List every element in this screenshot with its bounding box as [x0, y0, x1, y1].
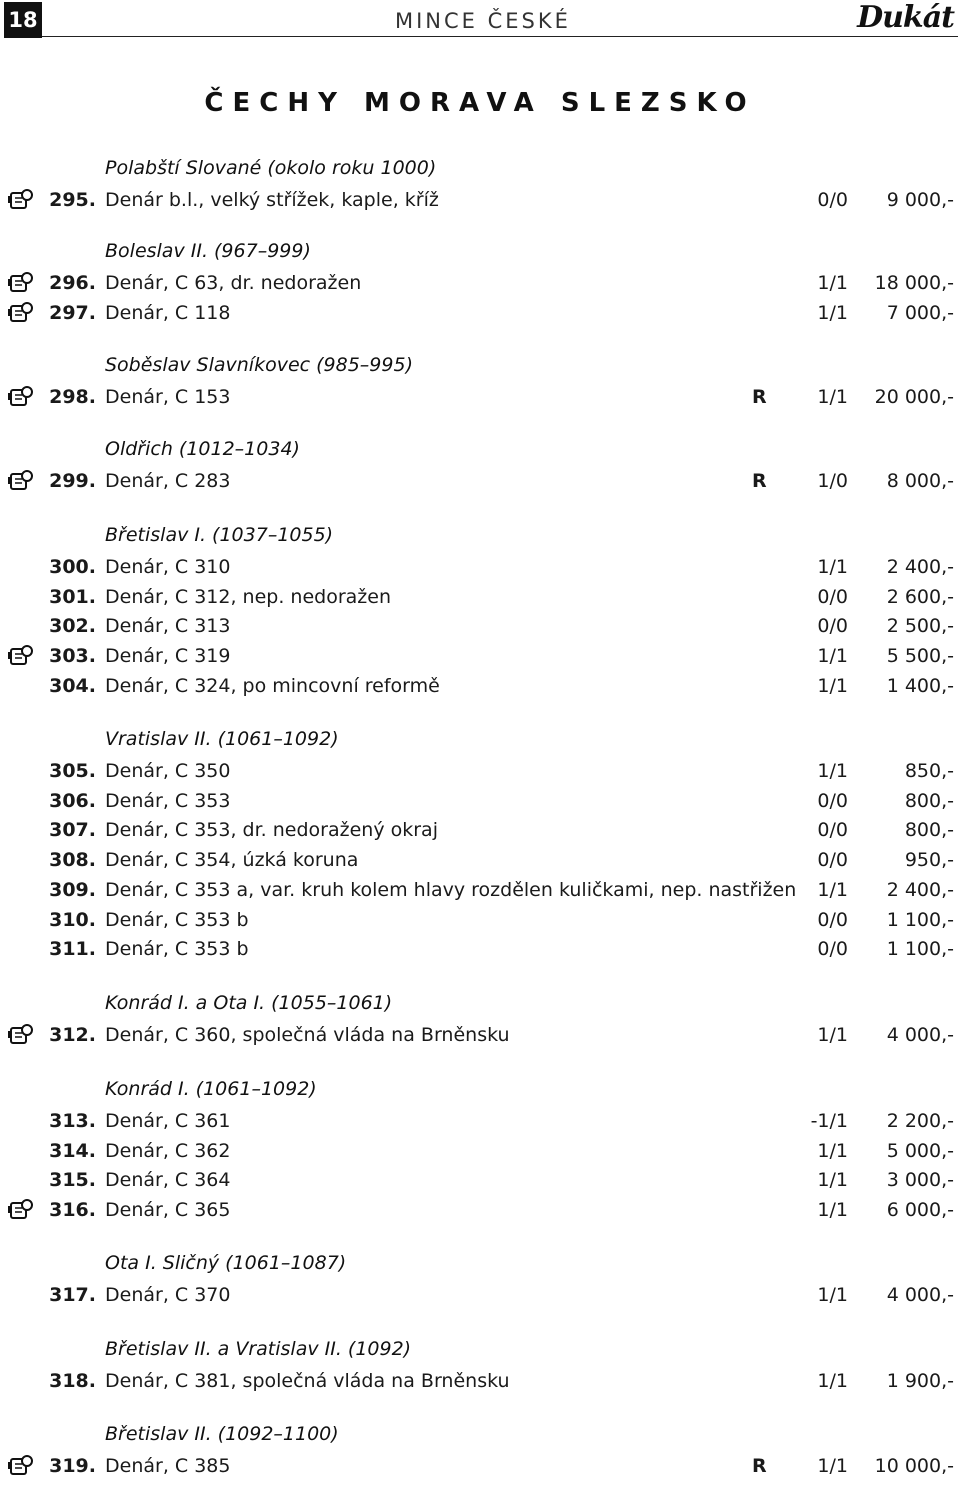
catalog-item-row — [0, 1367, 960, 1395]
hand-with-coin-icon — [8, 1198, 34, 1222]
item-number: 309. — [49, 878, 96, 901]
item-description: Denár, C 362 — [105, 1139, 231, 1162]
item-number: 298. — [49, 386, 96, 408]
grade-value: 0/0 — [817, 938, 848, 961]
item-number: 305. — [49, 760, 96, 782]
item-number: 304. — [49, 674, 96, 697]
grade-value: 1/1 — [817, 1024, 848, 1046]
grade-value: 1/1 — [817, 760, 848, 782]
item-number: 313. — [49, 1110, 96, 1132]
item-description: Denár, C 381, společná vláda na Brněnsku — [105, 1370, 510, 1392]
price-value: 4 000,- — [886, 1284, 954, 1306]
section-title: Břetislav II. (1092–1100) — [105, 1423, 339, 1445]
item-description: Denár, C 350 — [105, 760, 231, 782]
catalog-item-row — [0, 846, 960, 874]
hand-with-coin-icon — [8, 188, 34, 212]
hand-with-coin-icon — [8, 469, 34, 493]
price-value: 2 400,- — [886, 556, 954, 578]
item-number: 307. — [49, 819, 96, 842]
catalog-item-row — [0, 186, 960, 214]
item-description: Denár, C 361 — [105, 1110, 231, 1132]
item-description: Denár b.l., velký střížek, kaple, kříž — [105, 189, 439, 211]
grade-value: 1/1 — [817, 1169, 848, 1192]
item-number: 316. — [49, 1199, 96, 1222]
item-description: Denár, C 118 — [105, 301, 231, 324]
price-value: 950,- — [904, 849, 954, 872]
price-value: 1 100,- — [886, 908, 954, 931]
item-description: Denár, C 310 — [105, 556, 231, 578]
item-description: Denár, C 364 — [105, 1169, 231, 1192]
brand-logo: Dukát — [857, 0, 954, 35]
item-description: Denár, C 365 — [105, 1199, 231, 1222]
item-number: 303. — [49, 645, 96, 668]
catalog-item-row — [0, 816, 960, 844]
section-title: Soběslav Slavníkovec (985–995) — [105, 354, 413, 376]
catalog-item-row — [0, 1107, 960, 1135]
main-heading: ČECHY MORAVA SLEZSKO — [204, 88, 756, 118]
catalog-item-row — [0, 672, 960, 700]
item-number: 297. — [49, 301, 96, 324]
section-title: Oldřich (1012–1034) — [105, 438, 300, 460]
rarity-mark: R — [752, 386, 767, 408]
header-rule — [42, 36, 958, 37]
price-value: 2 500,- — [886, 615, 954, 638]
item-number: 315. — [49, 1169, 96, 1192]
grade-value: 1/1 — [817, 878, 848, 901]
section-title: Boleslav II. (967–999) — [105, 240, 311, 262]
price-value: 1 400,- — [886, 674, 954, 697]
item-number: 318. — [49, 1370, 96, 1392]
price-value: 800,- — [904, 819, 954, 842]
price-value: 2 600,- — [886, 585, 954, 608]
item-description: Denár, C 370 — [105, 1284, 231, 1306]
grade-value: 0/0 — [817, 615, 848, 638]
item-description: Denár, C 153 — [105, 386, 231, 408]
running-title: MINCE ČESKÉ — [395, 9, 571, 33]
price-value: 8 000,- — [886, 470, 954, 492]
grade-value: 1/1 — [817, 1139, 848, 1162]
item-description: Denár, C 353 — [105, 789, 231, 812]
grade-value: 1/1 — [817, 556, 848, 578]
section-title: Konrád I. a Ota I. (1055–1061) — [105, 992, 393, 1014]
item-number: 295. — [49, 189, 96, 211]
item-description: Denár, C 312, nep. nedoražen — [105, 585, 391, 608]
grade-value: 1/1 — [817, 301, 848, 324]
item-number: 306. — [49, 789, 96, 812]
grade-value: -1/1 — [810, 1110, 848, 1132]
hand-with-coin-icon — [8, 644, 34, 668]
price-value: 7 000,- — [886, 301, 954, 324]
item-number: 311. — [49, 938, 96, 961]
item-description: Denár, C 353 b — [105, 938, 249, 961]
grade-value: 0/0 — [817, 789, 848, 812]
item-description: Denár, C 354, úzká koruna — [105, 849, 359, 872]
hand-with-coin-icon — [8, 301, 34, 325]
grade-value: 1/1 — [817, 1455, 848, 1477]
price-value: 2 400,- — [886, 878, 954, 901]
grade-value: 1/1 — [817, 272, 848, 294]
price-value: 1 900,- — [886, 1370, 954, 1392]
price-value: 20 000,- — [874, 386, 954, 408]
catalog-item-row — [0, 467, 960, 495]
catalog-item-row — [0, 1196, 960, 1224]
catalog-item-row — [0, 1137, 960, 1165]
price-value: 6 000,- — [886, 1199, 954, 1222]
price-value: 10 000,- — [874, 1455, 954, 1477]
catalog-item-row — [0, 935, 960, 963]
price-value: 9 000,- — [886, 189, 954, 211]
grade-value: 1/1 — [817, 674, 848, 697]
price-value: 2 200,- — [886, 1110, 954, 1132]
catalog-item-row — [0, 1021, 960, 1049]
section-title: Břetislav I. (1037–1055) — [105, 524, 334, 546]
item-description: Denár, C 283 — [105, 470, 231, 492]
grade-value: 0/0 — [817, 819, 848, 842]
catalog-item-row — [0, 876, 960, 904]
rarity-mark: R — [752, 470, 767, 492]
catalog-item-row — [0, 1166, 960, 1194]
section-title: Ota I. Sličný (1061–1087) — [105, 1252, 347, 1274]
item-description: Denár, C 353 a, var. kruh kolem hlavy rozdělen kuličkami, nep. nastřižen — [105, 878, 797, 901]
section-title: Břetislav II. a Vratislav II. (1092) — [105, 1338, 412, 1360]
hand-with-coin-icon — [8, 1454, 34, 1478]
section-title: Vratislav II. (1061–1092) — [105, 728, 339, 750]
price-value: 18 000,- — [874, 272, 954, 294]
item-number: 317. — [49, 1284, 96, 1306]
catalog-item-row — [0, 1452, 960, 1480]
price-value: 850,- — [904, 760, 954, 782]
price-value: 4 000,- — [886, 1024, 954, 1046]
item-number: 302. — [49, 615, 96, 638]
grade-value: 1/1 — [817, 386, 848, 408]
catalog-item-row — [0, 612, 960, 640]
hand-with-coin-icon — [8, 271, 34, 295]
catalog-item-row — [0, 383, 960, 411]
item-description: Denár, C 324, po mincovní reformě — [105, 674, 440, 697]
catalog-item-row — [0, 642, 960, 670]
item-description: Denár, C 353, dr. nedoražený okraj — [105, 819, 438, 842]
item-description: Denár, C 63, dr. nedoražen — [105, 272, 362, 294]
grade-value: 0/0 — [817, 189, 848, 211]
grade-value: 1/1 — [817, 1370, 848, 1392]
item-description: Denár, C 360, společná vláda na Brněnsku — [105, 1024, 510, 1046]
section-title: Konrád I. (1061–1092) — [105, 1078, 317, 1100]
price-value: 3 000,- — [886, 1169, 954, 1192]
price-value: 1 100,- — [886, 938, 954, 961]
item-description: Denár, C 313 — [105, 615, 231, 638]
item-description: Denár, C 385 — [105, 1455, 231, 1477]
item-description: Denár, C 319 — [105, 645, 231, 668]
item-number: 312. — [49, 1024, 96, 1046]
item-number: 301. — [49, 585, 96, 608]
price-value: 800,- — [904, 789, 954, 812]
item-description: Denár, C 353 b — [105, 908, 249, 931]
grade-value: 0/0 — [817, 849, 848, 872]
item-number: 296. — [49, 272, 96, 294]
catalog-item-row — [0, 757, 960, 785]
item-number: 308. — [49, 849, 96, 872]
hand-with-coin-icon — [8, 385, 34, 409]
grade-value: 0/0 — [817, 908, 848, 931]
item-number: 314. — [49, 1139, 96, 1162]
rarity-mark: R — [752, 1455, 767, 1477]
catalog-item-row — [0, 1281, 960, 1309]
hand-with-coin-icon — [8, 1023, 34, 1047]
grade-value: 1/0 — [817, 470, 848, 492]
catalog-item-row — [0, 299, 960, 327]
price-value: 5 000,- — [886, 1139, 954, 1162]
catalog-item-row — [0, 269, 960, 297]
catalog-item-row — [0, 553, 960, 581]
item-number: 310. — [49, 908, 96, 931]
item-number: 319. — [49, 1455, 96, 1477]
grade-value: 1/1 — [817, 1199, 848, 1222]
catalog-item-row — [0, 583, 960, 611]
item-number: 299. — [49, 470, 96, 492]
section-title: Polabští Slované (okolo roku 1000) — [105, 157, 437, 179]
grade-value: 0/0 — [817, 585, 848, 608]
catalog-item-row — [0, 906, 960, 934]
grade-value: 1/1 — [817, 1284, 848, 1306]
catalog-item-row — [0, 787, 960, 815]
price-value: 5 500,- — [886, 645, 954, 668]
page-number: 18 — [4, 2, 42, 38]
grade-value: 1/1 — [817, 645, 848, 668]
item-number: 300. — [49, 556, 96, 578]
